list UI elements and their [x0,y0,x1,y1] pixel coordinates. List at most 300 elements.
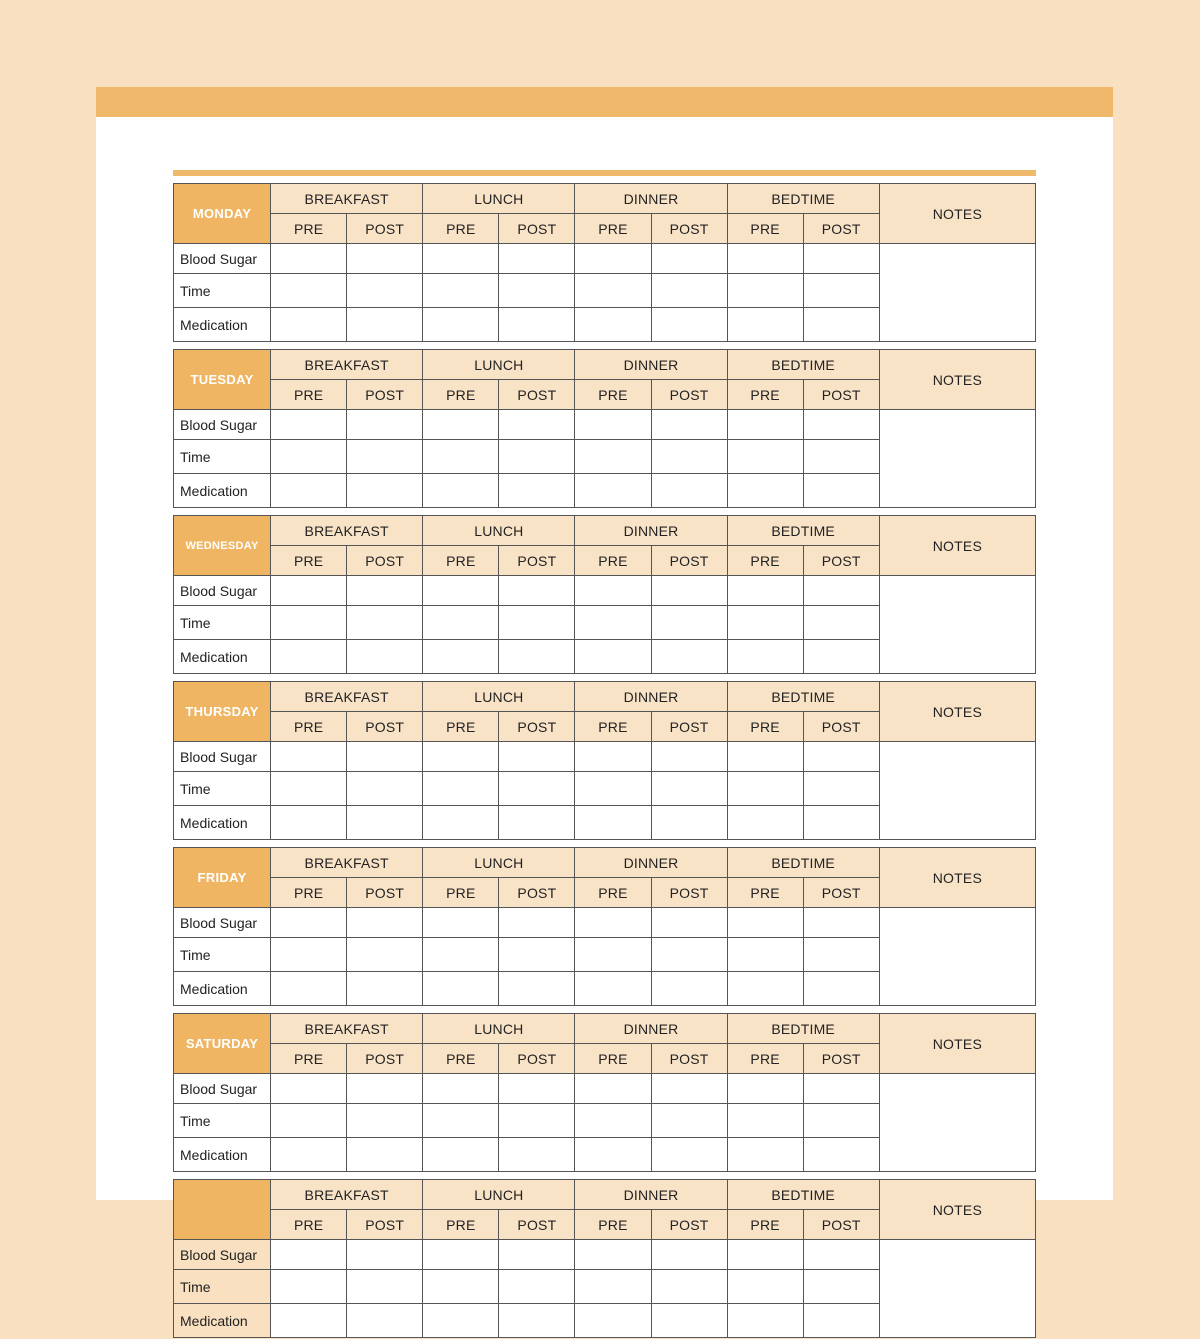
entry-cell[interactable] [499,806,575,840]
meal-header: LUNCH [423,516,575,546]
entry-cell[interactable] [803,606,879,640]
pre-header: PRE [271,712,347,742]
post-header: POST [803,214,879,244]
entry-cell[interactable] [803,1270,879,1304]
entry-cell[interactable] [423,1074,499,1104]
entry-cell[interactable] [575,576,651,606]
table-row [174,244,1036,274]
entry-cell[interactable] [347,806,423,840]
day-name: WEDNESDAY [174,516,271,576]
day-block [173,1013,1036,1173]
entry-cell[interactable] [727,308,803,342]
notes-header: NOTES [879,1180,1035,1240]
day-table [173,183,1036,342]
row-label: Blood Sugar [174,1074,271,1104]
entry-cell[interactable] [347,1138,423,1172]
post-header: POST [651,878,727,908]
entry-cell[interactable] [499,474,575,508]
entry-cell[interactable] [271,1270,347,1304]
entry-cell[interactable] [499,576,575,606]
pre-header: PRE [727,380,803,410]
entry-cell[interactable] [727,972,803,1006]
row-label: Blood Sugar [174,1240,271,1270]
entry-cell[interactable] [423,806,499,840]
entry-cell[interactable] [803,742,879,772]
meal-header: BREAKFAST [271,682,423,712]
entry-cell[interactable] [347,274,423,308]
entry-cell[interactable] [575,908,651,938]
entry-cell[interactable] [271,1104,347,1138]
post-header: POST [347,546,423,576]
post-header: POST [803,1044,879,1074]
entry-cell[interactable] [271,806,347,840]
entry-cell[interactable] [423,1104,499,1138]
meal-header: LUNCH [423,184,575,214]
entry-cell[interactable] [499,1240,575,1270]
row-label: Medication [174,972,271,1006]
meal-header: BEDTIME [727,1180,879,1210]
entry-cell[interactable] [651,474,727,508]
top-color-band [96,87,1113,117]
pre-header: PRE [727,1210,803,1240]
row-label: Time [174,606,271,640]
entry-cell[interactable] [271,606,347,640]
entry-cell[interactable] [651,576,727,606]
post-header: POST [499,214,575,244]
notes-header: NOTES [879,184,1035,244]
entry-cell[interactable] [499,606,575,640]
entry-cell[interactable] [499,1074,575,1104]
entry-cell[interactable] [271,474,347,508]
entry-cell[interactable] [803,1240,879,1270]
entry-cell[interactable] [271,1240,347,1270]
entry-cell[interactable] [727,806,803,840]
table-row [174,576,1036,606]
entry-cell[interactable] [499,640,575,674]
entry-cell[interactable] [651,1240,727,1270]
pre-header: PRE [423,878,499,908]
entry-cell[interactable] [651,938,727,972]
entry-cell[interactable] [727,410,803,440]
entry-cell[interactable] [575,1074,651,1104]
entry-cell[interactable] [347,410,423,440]
entry-cell[interactable] [651,972,727,1006]
entry-cell[interactable] [423,1270,499,1304]
entry-cell[interactable] [651,440,727,474]
entry-cell[interactable] [651,244,727,274]
entry-cell[interactable] [727,244,803,274]
entry-cell[interactable] [727,938,803,972]
entry-cell[interactable] [271,440,347,474]
entry-cell[interactable] [423,908,499,938]
entry-cell[interactable] [499,1304,575,1338]
entry-cell[interactable] [575,1138,651,1172]
entry-cell[interactable] [575,440,651,474]
meal-header: DINNER [575,184,727,214]
post-header: POST [651,712,727,742]
entry-cell[interactable] [271,244,347,274]
meal-header: BEDTIME [727,682,879,712]
entry-cell[interactable] [727,606,803,640]
entry-cell[interactable] [423,440,499,474]
entry-cell[interactable] [575,274,651,308]
meal-header: BREAKFAST [271,1014,423,1044]
pre-header: PRE [575,878,651,908]
entry-cell[interactable] [347,772,423,806]
meal-header: DINNER [575,1014,727,1044]
entry-cell[interactable] [271,742,347,772]
entry-cell[interactable] [271,772,347,806]
entry-cell[interactable] [423,772,499,806]
entry-cell[interactable] [575,1304,651,1338]
post-header: POST [499,878,575,908]
post-header: POST [803,878,879,908]
entry-cell[interactable] [803,972,879,1006]
entry-cell[interactable] [651,1104,727,1138]
entry-cell[interactable] [347,474,423,508]
entry-cell[interactable] [727,440,803,474]
day-name: SATURDAY [174,1014,271,1074]
entry-cell[interactable] [803,244,879,274]
entry-cell[interactable] [803,410,879,440]
entry-cell[interactable] [575,1104,651,1138]
day-table [173,349,1036,508]
entry-cell[interactable] [423,938,499,972]
entry-cell[interactable] [803,308,879,342]
entry-cell[interactable] [803,1074,879,1104]
day-name: TUESDAY [174,350,271,410]
entry-cell[interactable] [499,1138,575,1172]
entry-cell[interactable] [651,742,727,772]
day-block [173,1179,1036,1339]
entry-cell[interactable] [575,938,651,972]
meal-header: BREAKFAST [271,350,423,380]
entry-cell[interactable] [347,1104,423,1138]
entry-cell[interactable] [423,474,499,508]
entry-cell[interactable] [499,274,575,308]
entry-cell[interactable] [651,640,727,674]
meal-header: BEDTIME [727,1014,879,1044]
post-header: POST [499,712,575,742]
entry-cell[interactable] [651,274,727,308]
entry-cell[interactable] [499,1270,575,1304]
post-header: POST [651,1210,727,1240]
notes-cell[interactable] [879,576,1035,674]
entry-cell[interactable] [423,1240,499,1270]
row-label: Time [174,440,271,474]
pre-header: PRE [575,1210,651,1240]
post-header: POST [499,1210,575,1240]
entry-cell[interactable] [499,938,575,972]
entry-cell[interactable] [347,972,423,1006]
pre-header: PRE [423,712,499,742]
entry-cell[interactable] [499,908,575,938]
entry-cell[interactable] [575,742,651,772]
entry-cell[interactable] [271,938,347,972]
entry-cell[interactable] [803,938,879,972]
notes-header: NOTES [879,1014,1035,1074]
pre-header: PRE [271,546,347,576]
row-label: Blood Sugar [174,244,271,274]
day-block [173,183,1036,343]
entry-cell[interactable] [271,908,347,938]
pre-header: PRE [575,712,651,742]
entry-cell[interactable] [347,1240,423,1270]
row-label: Time [174,938,271,972]
meal-header: DINNER [575,1180,727,1210]
entry-cell[interactable] [727,772,803,806]
entry-cell[interactable] [271,1138,347,1172]
entry-cell[interactable] [803,640,879,674]
row-label: Medication [174,474,271,508]
entry-cell[interactable] [803,772,879,806]
meal-header: DINNER [575,350,727,380]
meal-header: BREAKFAST [271,184,423,214]
row-label: Medication [174,806,271,840]
day-name: THURSDAY [174,682,271,742]
entry-cell[interactable] [423,244,499,274]
entry-cell[interactable] [727,908,803,938]
entry-cell[interactable] [347,1074,423,1104]
entry-cell[interactable] [271,410,347,440]
entry-cell[interactable] [803,908,879,938]
row-label: Time [174,1104,271,1138]
pre-header: PRE [423,214,499,244]
meal-header: BEDTIME [727,516,879,546]
entry-cell[interactable] [651,410,727,440]
post-header: POST [499,380,575,410]
day-table [173,1013,1036,1172]
post-header: POST [651,214,727,244]
entry-cell[interactable] [803,1104,879,1138]
meal-header: BEDTIME [727,184,879,214]
post-header: POST [803,712,879,742]
post-header: POST [651,1044,727,1074]
entry-cell[interactable] [727,1240,803,1270]
entry-cell[interactable] [499,244,575,274]
post-header: POST [651,546,727,576]
entry-cell[interactable] [803,1138,879,1172]
entry-cell[interactable] [423,1138,499,1172]
entry-cell[interactable] [423,308,499,342]
entry-cell[interactable] [727,1104,803,1138]
entry-cell[interactable] [651,606,727,640]
entry-cell[interactable] [575,410,651,440]
entry-cell[interactable] [727,1138,803,1172]
entry-cell[interactable] [575,474,651,508]
notes-cell[interactable] [879,908,1035,1006]
day-block [173,515,1036,675]
notes-cell[interactable] [879,410,1035,508]
table-row [174,742,1036,772]
entry-cell[interactable] [803,440,879,474]
row-label: Blood Sugar [174,576,271,606]
meal-header: BREAKFAST [271,516,423,546]
entry-cell[interactable] [423,606,499,640]
entry-cell[interactable] [499,772,575,806]
entry-cell[interactable] [347,908,423,938]
entry-cell[interactable] [423,1304,499,1338]
entry-cell[interactable] [347,742,423,772]
row-label: Blood Sugar [174,742,271,772]
table-row [174,410,1036,440]
day-name [174,1180,271,1240]
day-block [173,847,1036,1007]
entry-cell[interactable] [575,244,651,274]
entry-cell[interactable] [651,1074,727,1104]
entry-cell[interactable] [347,244,423,274]
pre-header: PRE [271,380,347,410]
entry-cell[interactable] [651,1138,727,1172]
entry-cell[interactable] [651,1270,727,1304]
tracker-page [96,87,1113,1329]
table-row [174,908,1036,938]
entry-cell[interactable] [499,742,575,772]
entry-cell[interactable] [499,1104,575,1138]
entry-cell[interactable] [347,440,423,474]
entry-cell[interactable] [727,1270,803,1304]
pre-header: PRE [727,1044,803,1074]
entry-cell[interactable] [423,274,499,308]
entry-cell[interactable] [347,1270,423,1304]
entry-cell[interactable] [651,772,727,806]
entry-cell[interactable] [727,1074,803,1104]
entry-cell[interactable] [499,308,575,342]
pre-header: PRE [423,380,499,410]
entry-cell[interactable] [651,1304,727,1338]
entry-cell[interactable] [575,972,651,1006]
meal-header: LUNCH [423,1180,575,1210]
entry-cell[interactable] [271,308,347,342]
pre-header: PRE [727,712,803,742]
row-label: Blood Sugar [174,410,271,440]
pre-header: PRE [575,214,651,244]
day-block [173,349,1036,509]
entry-cell[interactable] [271,972,347,1006]
notes-cell[interactable] [879,244,1035,342]
entry-cell[interactable] [651,908,727,938]
entry-cell[interactable] [727,1304,803,1338]
row-label: Time [174,772,271,806]
accent-rule [173,170,1036,176]
row-label: Blood Sugar [174,908,271,938]
entry-cell[interactable] [803,576,879,606]
entry-cell[interactable] [727,576,803,606]
entry-cell[interactable] [423,972,499,1006]
entry-cell[interactable] [727,274,803,308]
post-header: POST [803,546,879,576]
row-label: Time [174,1270,271,1304]
meal-header: BREAKFAST [271,1180,423,1210]
post-header: POST [803,380,879,410]
pre-header: PRE [423,1044,499,1074]
entry-cell[interactable] [803,474,879,508]
entry-cell[interactable] [271,640,347,674]
post-header: POST [651,380,727,410]
entry-cell[interactable] [423,410,499,440]
day-table [173,515,1036,674]
row-label: Medication [174,1138,271,1172]
entry-cell[interactable] [575,1270,651,1304]
entry-cell[interactable] [347,576,423,606]
meal-header: LUNCH [423,682,575,712]
meal-header: BEDTIME [727,848,879,878]
notes-cell[interactable] [879,1240,1035,1338]
meal-header: BREAKFAST [271,848,423,878]
entry-cell[interactable] [347,606,423,640]
notes-header: NOTES [879,682,1035,742]
pre-header: PRE [271,1044,347,1074]
post-header: POST [347,712,423,742]
entry-cell[interactable] [575,308,651,342]
entry-cell[interactable] [651,806,727,840]
entry-cell[interactable] [271,1074,347,1104]
entry-cell[interactable] [803,274,879,308]
entry-cell[interactable] [347,640,423,674]
entry-cell[interactable] [803,806,879,840]
pre-header: PRE [271,878,347,908]
post-header: POST [347,214,423,244]
entry-cell[interactable] [575,640,651,674]
entry-cell[interactable] [347,1304,423,1338]
entry-cell[interactable] [727,742,803,772]
meal-header: DINNER [575,682,727,712]
entry-cell[interactable] [575,806,651,840]
entry-cell[interactable] [727,640,803,674]
day-name: FRIDAY [174,848,271,908]
entry-cell[interactable] [347,938,423,972]
entry-cell[interactable] [271,274,347,308]
notes-cell[interactable] [879,1074,1035,1172]
pre-header: PRE [575,380,651,410]
day-table [173,1179,1036,1338]
pre-header: PRE [271,214,347,244]
entry-cell[interactable] [347,308,423,342]
entry-cell[interactable] [499,440,575,474]
entry-cell[interactable] [271,576,347,606]
post-header: POST [499,546,575,576]
entry-cell[interactable] [423,576,499,606]
notes-cell[interactable] [879,742,1035,840]
entry-cell[interactable] [803,1304,879,1338]
pre-header: PRE [727,214,803,244]
post-header: POST [803,1210,879,1240]
entry-cell[interactable] [499,972,575,1006]
entry-cell[interactable] [271,1304,347,1338]
entry-cell[interactable] [423,640,499,674]
entry-cell[interactable] [423,742,499,772]
row-label: Medication [174,640,271,674]
entry-cell[interactable] [575,772,651,806]
post-header: POST [347,878,423,908]
entry-cell[interactable] [727,474,803,508]
meal-header: BEDTIME [727,350,879,380]
notes-header: NOTES [879,516,1035,576]
entry-cell[interactable] [651,308,727,342]
pre-header: PRE [727,546,803,576]
row-label: Time [174,274,271,308]
entry-cell[interactable] [499,410,575,440]
entry-cell[interactable] [575,606,651,640]
post-header: POST [499,1044,575,1074]
notes-header: NOTES [879,350,1035,410]
table-row [174,1074,1036,1104]
entry-cell[interactable] [575,1240,651,1270]
post-header: POST [347,380,423,410]
post-header: POST [347,1044,423,1074]
pre-header: PRE [575,1044,651,1074]
day-block [173,681,1036,841]
